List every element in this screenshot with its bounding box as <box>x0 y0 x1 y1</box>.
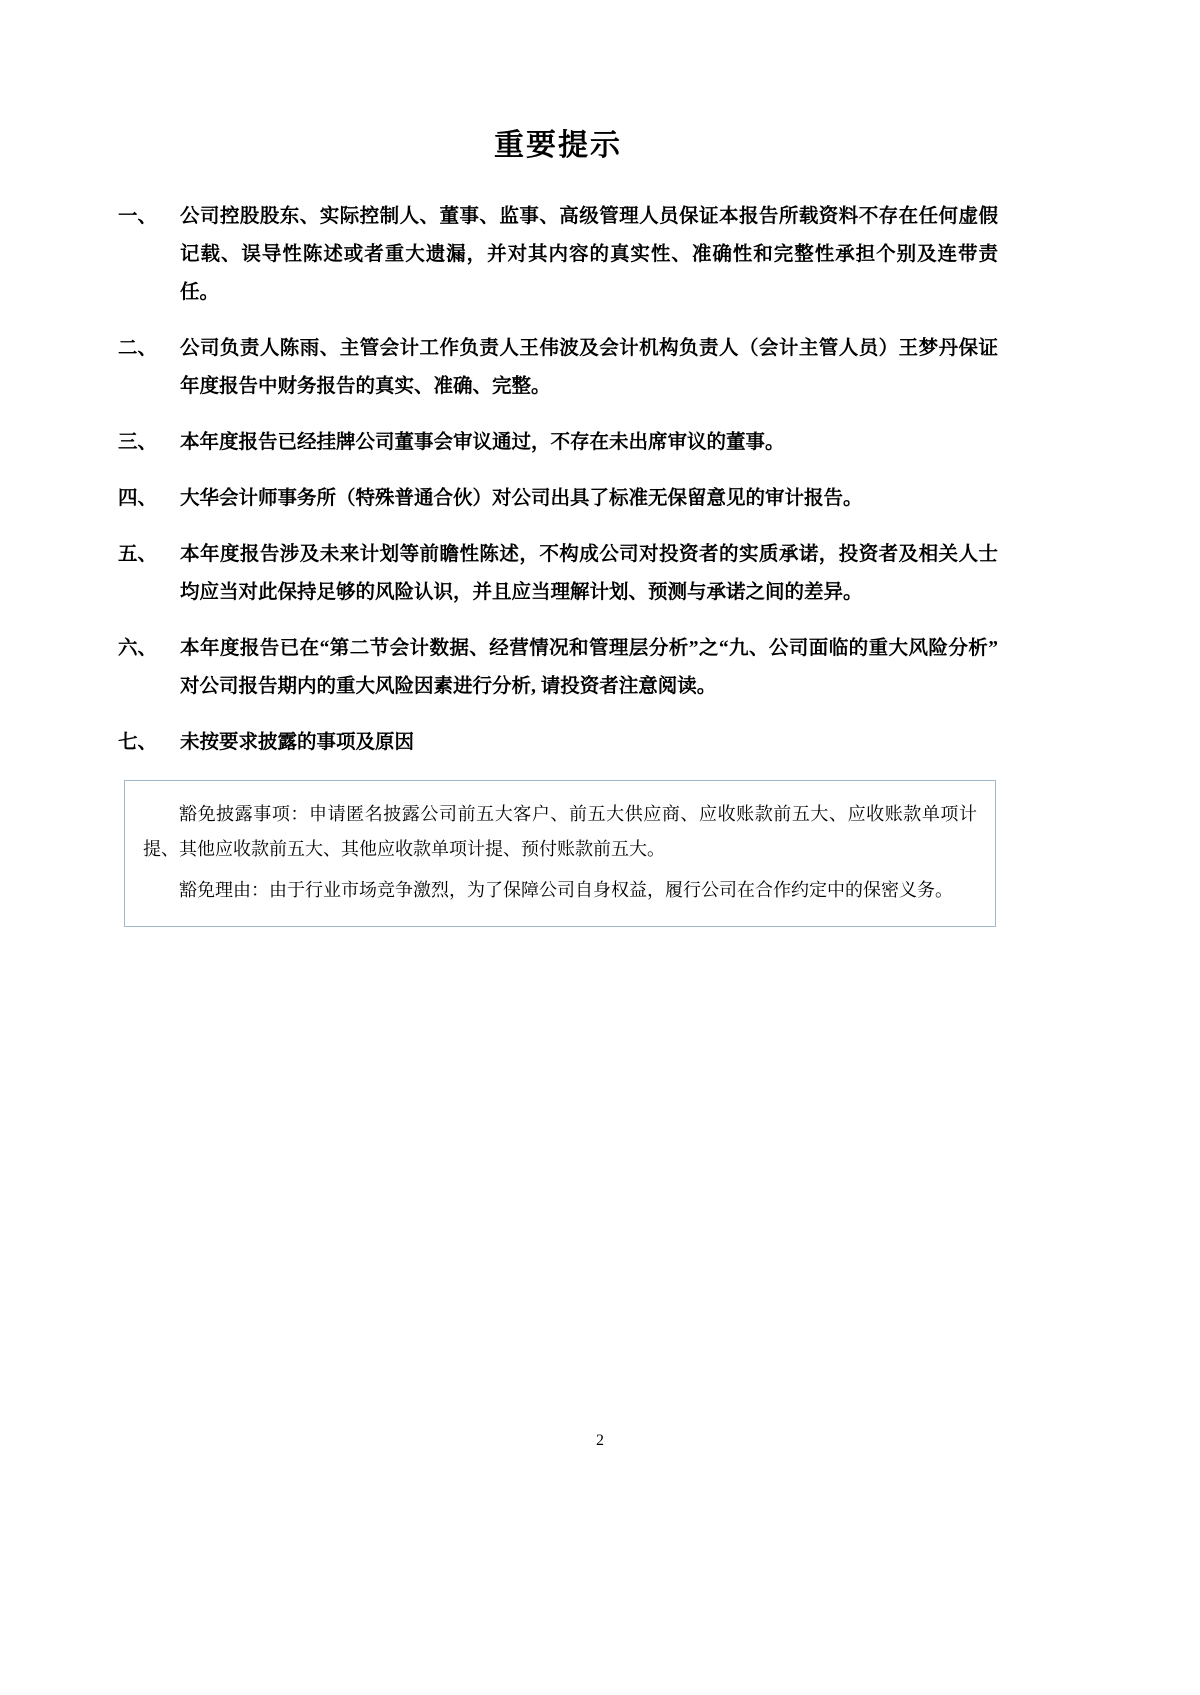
notice-item-text: 大华会计师事务所（特殊普通合伙）对公司出具了标准无保留意见的审计报告。 <box>180 488 863 510</box>
notice-item-number: 四、 <box>118 488 158 510</box>
page-number: 2 <box>596 1432 604 1449</box>
notice-item-7 <box>118 724 998 762</box>
page-title: 重要提示 <box>494 129 622 162</box>
exemption-reason-text: 豁免理由：由于行业市场竞争激烈，为了保障公司自身权益，履行公司在合作约定中的保密义务。 <box>179 880 953 901</box>
notice-item-4 <box>118 480 998 518</box>
notice-item-number: 五、 <box>118 544 158 566</box>
notice-item-6 <box>118 630 998 706</box>
notice-item-text: 公司负责人陈雨、主管会计工作负责人王伟波及会计机构负责人（会计主管人员）王梦丹保证年度报告中财务报告的真实、准确、完整。 <box>180 338 998 398</box>
page-content <box>118 120 998 927</box>
notice-item-number: 三、 <box>118 432 158 454</box>
notice-item-number: 六、 <box>118 638 158 660</box>
notice-item-5 <box>118 536 998 612</box>
notice-item-text: 未按要求披露的事项及原因 <box>180 732 415 754</box>
notice-item-text: 本年度报告涉及未来计划等前瞻性陈述，不构成公司对投资者的实质承诺，投资者及相关人士均应当对此保持足够的风险认识，并且应当理解计划、预测与承诺之间的差异。 <box>180 544 998 604</box>
notice-item-text: 本年度报告已经挂牌公司董事会审议通过，不存在未出席审议的董事。 <box>180 432 785 454</box>
notice-item-text: 公司控股股东、实际控制人、董事、监事、高级管理人员保证本报告所载资料不存在任何虚假记载、误导性陈述或者重大遗漏，并对其内容的真实性、准确性和完整性承担个别及连带责任。 <box>180 206 998 304</box>
notice-item-1 <box>118 198 998 312</box>
notice-item-3 <box>118 424 998 462</box>
notice-item-number: 七、 <box>118 732 158 754</box>
exemption-matters-text: 豁免披露事项：申请匿名披露公司前五大客户、前五大供应商、应收账款前五大、应收账款单项计提、其他应收款前五大、其他应收款单项计提、预付账款前五大。 <box>143 804 977 860</box>
notice-item-number: 二、 <box>118 338 158 360</box>
notice-item-text: 本年度报告已在“第二节会计数据、经营情况和管理层分析”之“九、公司面临的重大风险分析”对公司报告期内的重大风险因素进行分析, 请投资者注意阅读。 <box>180 638 998 698</box>
exemption-disclosure-box <box>124 780 996 927</box>
notice-item-2 <box>118 330 998 406</box>
notice-item-number: 一、 <box>118 206 158 227</box>
